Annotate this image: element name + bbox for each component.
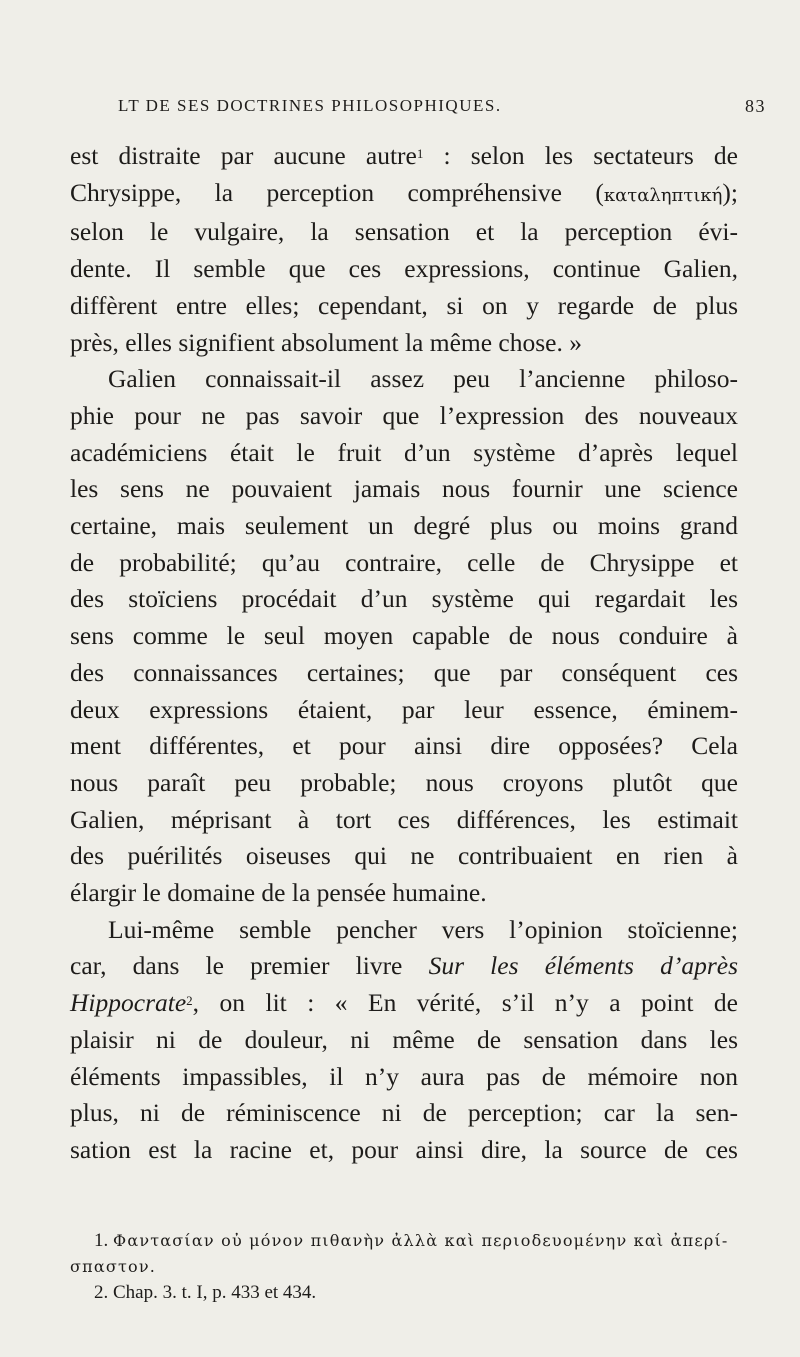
footnote-1-greek: Φαντασίαν οὐ μόνον πιθανὴν ἀλλὰ καὶ περιοδευομένην καὶ ἀπερί- bbox=[113, 1231, 729, 1250]
text-line: certaine, mais seulement un degré plus ou moins grand bbox=[70, 511, 738, 541]
text-line: diffèrent entre elles; cependant, si on y regarde de plus bbox=[70, 290, 738, 320]
text-line: les sens ne pouvaient jamais nous fournir une science bbox=[70, 474, 738, 504]
text-line: sens comme le seul moyen capable de nous conduire à bbox=[70, 621, 738, 651]
text-line: sation est la racine et, pour ainsi dire, la source de ces bbox=[70, 1134, 738, 1164]
text-line: Hippocrate$^2$, on lit : « En vérité, s’il n’y a point de bbox=[70, 988, 738, 1018]
text-line: ment différentes, et pour ainsi dire opposées? Cela bbox=[70, 731, 738, 761]
text-line: des puérilités oiseuses qui ne contribuaient en rien à bbox=[70, 841, 738, 871]
footnote-1-cont: σπαστον. bbox=[70, 1257, 157, 1276]
text-line: des stoïciens procédait d’un système qui regardait les bbox=[70, 584, 738, 614]
book-title-italic: Hippocrate bbox=[70, 988, 187, 1018]
footnote-1: 1. Φαντασίαν οὐ μόνον πιθανὴν ἀλλὰ καὶ περιοδευομένην καὶ ἀπερί- bbox=[94, 1230, 729, 1251]
page-number: 83 bbox=[745, 96, 766, 116]
book-title-italic: Sur les éléments d’après bbox=[428, 951, 738, 981]
text-line: des connaissances certaines; que par conséquent ces bbox=[70, 657, 738, 687]
footnote-ref-1[interactable]: 1 bbox=[416, 146, 424, 161]
text-line: éléments impassibles, il n’y aura pas de mémoire non bbox=[70, 1061, 738, 1091]
text-line: plus, ni de réminiscence ni de perception; car la sen- bbox=[70, 1098, 738, 1128]
footnote-2: 2. Chap. 3. t. I, p. 433 et 434. bbox=[94, 1282, 317, 1303]
text-line: car, dans le premier livre Sur les éléments d’après bbox=[70, 951, 738, 981]
main-text bbox=[70, 138, 738, 1169]
text-line: Chrysippe, la perception compréhensive (καταληπτική); bbox=[70, 177, 738, 207]
text-line: dente. Il semble que ces expressions, continue Galien, bbox=[70, 254, 738, 284]
text-line: académiciens était le fruit d’un système d’après lequel bbox=[70, 437, 738, 467]
text-line: est distraite par aucune autre$^1$ : selon les sectateurs de bbox=[70, 141, 738, 170]
footnote-ref-2[interactable]: 2 bbox=[186, 993, 193, 1009]
text-line: plaisir ni de douleur, ni même de sensation dans les bbox=[70, 1024, 738, 1054]
text-line: élargir le domaine de la pensée humaine. bbox=[70, 878, 487, 908]
text-line: selon le vulgaire, la sensation et la perception évi- bbox=[70, 217, 738, 247]
greek-term: καταληπτική bbox=[603, 184, 723, 206]
text-line: nous paraît peu probable; nous croyons plutôt que bbox=[70, 767, 738, 797]
text-line: Galien connaissait-il assez peu l’ancienne philoso- bbox=[108, 364, 738, 394]
text-line: Lui-même semble pencher vers l’opinion stoïcienne; bbox=[108, 914, 738, 944]
text-line: près, elles signifient absolument la même chose. » bbox=[70, 327, 582, 357]
text-line: de probabilité; qu’au contraire, celle de Chrysippe et bbox=[70, 547, 738, 577]
footnotes bbox=[70, 1228, 738, 1306]
text-line: phie pour ne pas savoir que l’expression des nouveaux bbox=[70, 400, 738, 430]
running-title: LT DE SES DOCTRINES PHILOSOPHIQUES. bbox=[118, 96, 502, 115]
running-header bbox=[118, 96, 766, 122]
text-line: deux expressions étaient, par leur essence, éminem- bbox=[70, 694, 738, 724]
text-line: Galien, méprisant à tort ces différences, les estimait bbox=[70, 804, 738, 834]
